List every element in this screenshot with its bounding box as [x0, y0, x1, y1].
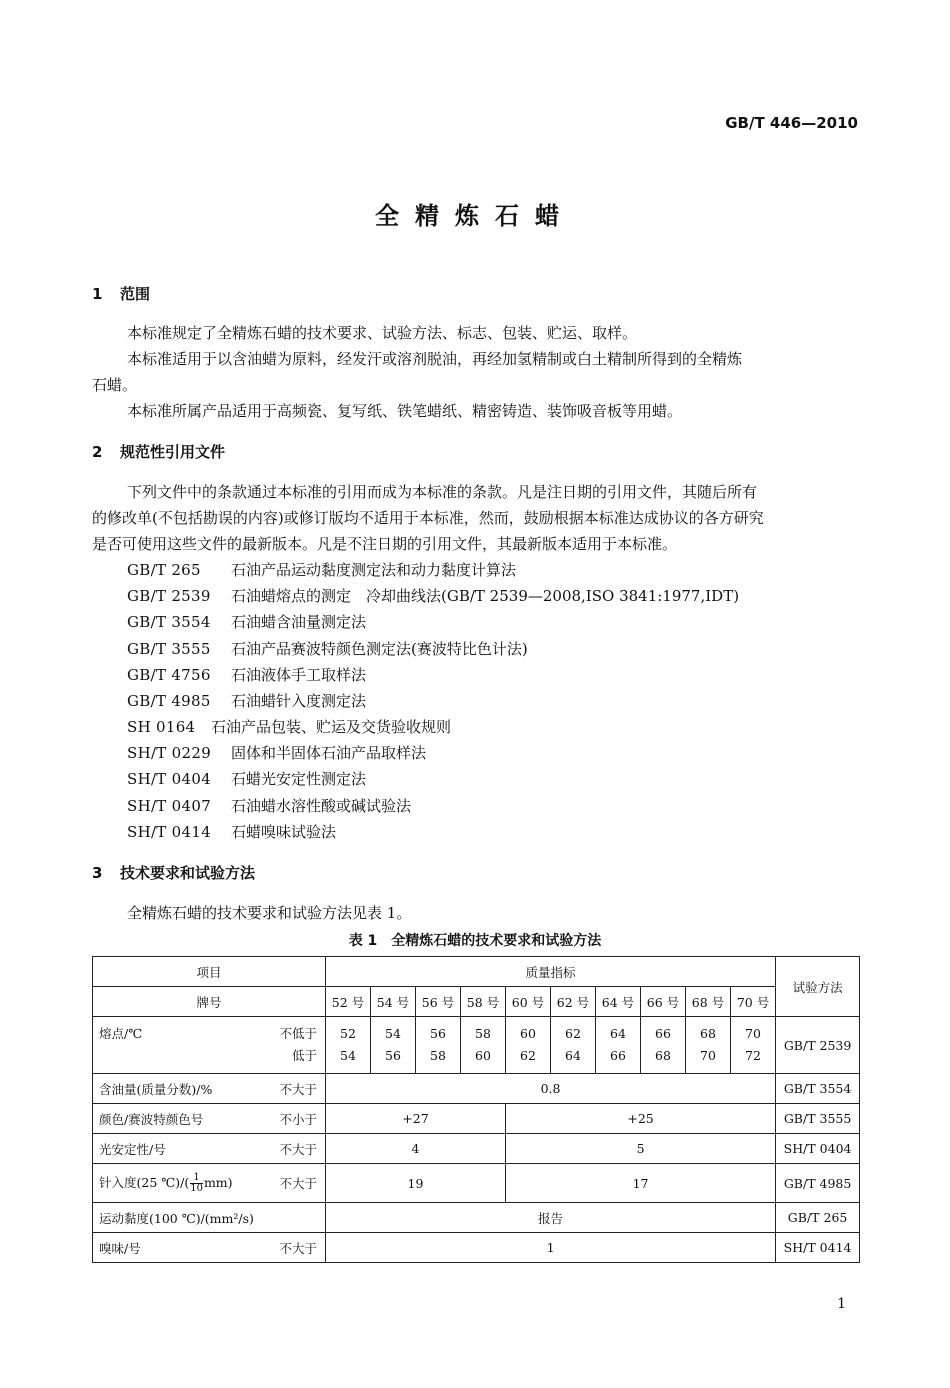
- section-title: 范围: [120, 285, 151, 303]
- grade-row: [93, 987, 860, 1017]
- value-high: 56: [385, 1048, 401, 1063]
- value-cell: [596, 1017, 641, 1074]
- qualifier: 不大于: [279, 1176, 317, 1191]
- section-number: 1: [92, 285, 103, 303]
- value-high: 54: [340, 1048, 356, 1063]
- melting-point-row: [93, 1017, 860, 1074]
- reference-item: [127, 716, 451, 737]
- reference-code: GB/T 3555: [127, 640, 211, 658]
- reference-title: 石蜡光安定性测定法: [231, 770, 367, 788]
- paragraph: 本标准适用于以含油蜡为原料，经发汗或溶剂脱油，再经加氢精制或白土精制所得到的全精炼: [127, 350, 743, 368]
- value-cell: [371, 1017, 416, 1074]
- value-cell: [686, 1017, 731, 1074]
- value-low: 62: [565, 1026, 581, 1041]
- reference-title: 石油蜡含油量测定法: [231, 613, 367, 631]
- value-cell: 4: [326, 1134, 506, 1164]
- row-label: [93, 1017, 326, 1074]
- section-1-heading: [92, 283, 150, 304]
- reference-title: 石油产品运动黏度测定法和动力黏度计算法: [231, 561, 517, 579]
- row-label: [93, 1233, 326, 1263]
- header-method: 试验方法: [776, 957, 860, 1017]
- grade-cell: 64 号: [596, 987, 641, 1017]
- reference-title: 石油产品赛波特颜色测定法(赛波特比色计法): [231, 640, 528, 658]
- label-part: 针入度(25 ℃)/(: [99, 1174, 190, 1190]
- reference-item: [127, 768, 366, 789]
- qualifier-low: 不低于: [279, 1026, 317, 1041]
- reference-item: [127, 742, 426, 763]
- reference-title: 石油蜡熔点的测定 冷却曲线法(GB/T 2539—2008,ISO 3841:1977,IDT): [231, 587, 740, 605]
- value-cell: [461, 1017, 506, 1074]
- value-high: 66: [610, 1048, 626, 1063]
- document-title: 全精炼石蜡: [375, 202, 575, 230]
- row-label: [93, 1074, 326, 1104]
- page-number: 1: [837, 1296, 846, 1312]
- label-text: 嗅味/号: [99, 1240, 141, 1256]
- value-cell: [731, 1017, 776, 1074]
- method-cell: GB/T 3555: [776, 1104, 860, 1134]
- fraction-numerator: 1: [193, 1171, 200, 1183]
- row-label: [93, 1134, 326, 1164]
- reference-item: [127, 690, 366, 711]
- reference-code: SH/T 0229: [127, 744, 212, 762]
- paragraph-continuation: 石蜡。: [92, 376, 138, 394]
- reference-item: [127, 585, 739, 606]
- value-low: 68: [700, 1026, 716, 1041]
- value-low: 64: [610, 1026, 626, 1041]
- value-cell: 0.8: [326, 1074, 776, 1104]
- value-low: 66: [655, 1026, 671, 1041]
- paragraph-continuation: 的修改单(不包括勘误的内容)或修订版均不适用于本标准，然而，鼓励根据本标准达成协议的各方研究: [92, 509, 764, 527]
- value-high: 58: [430, 1048, 446, 1063]
- value-cell: 5: [506, 1134, 776, 1164]
- paragraph-continuation: 是否可使用这些文件的最新版本。凡是不注日期的引用文件，其最新版本适用于本标准。: [92, 535, 678, 553]
- reference-item: [127, 795, 411, 816]
- qualifier: 不大于: [279, 1141, 317, 1157]
- oil-content-row: [93, 1074, 860, 1104]
- value-low: 52: [340, 1026, 356, 1041]
- reference-code: GB/T 265: [127, 561, 201, 579]
- method-cell: GB/T 265: [776, 1203, 860, 1233]
- grade-cell: 68 号: [686, 987, 731, 1017]
- section-number: 2: [92, 443, 103, 461]
- grade-cell: 66 号: [641, 987, 686, 1017]
- reference-code: GB/T 4985: [127, 692, 211, 710]
- value-high: 62: [520, 1048, 536, 1063]
- value-low: 58: [475, 1026, 491, 1041]
- grade-cell: 58 号: [461, 987, 506, 1017]
- grade-cell: 56 号: [416, 987, 461, 1017]
- reference-code: SH/T 0414: [127, 823, 212, 841]
- value-cell: 17: [506, 1164, 776, 1203]
- spec-table: [92, 956, 860, 1263]
- reference-title: 石蜡嗅味试验法: [231, 823, 337, 841]
- qualifier: 不大于: [279, 1240, 317, 1256]
- grade-cell: 52 号: [326, 987, 371, 1017]
- light-stability-row: [93, 1134, 860, 1164]
- color-row: [93, 1104, 860, 1134]
- method-cell: SH/T 0414: [776, 1233, 860, 1263]
- reference-code: GB/T 4756: [127, 666, 211, 684]
- method-cell: GB/T 3554: [776, 1074, 860, 1104]
- label-text: 颜色/赛波特颜色号: [99, 1111, 204, 1127]
- section-title: 规范性引用文件: [120, 443, 226, 461]
- method-cell: GB/T 4985: [776, 1164, 860, 1203]
- value-cell: 报告: [326, 1203, 776, 1233]
- grade-cell: 60 号: [506, 987, 551, 1017]
- paragraph: 全精炼石蜡的技术要求和试验方法见表 1。: [127, 904, 412, 922]
- value-low: 70: [745, 1026, 761, 1041]
- standard-code: GB/T 446—2010: [725, 114, 858, 132]
- reference-item: [127, 559, 516, 580]
- label-text: 含油量(质量分数)/%: [99, 1081, 213, 1097]
- value-high: 64: [565, 1048, 581, 1063]
- row-label: [93, 1104, 326, 1134]
- value-cell: [641, 1017, 686, 1074]
- reference-code: SH/T 0407: [127, 797, 212, 815]
- value-cell: 19: [326, 1164, 506, 1203]
- value-high: 70: [700, 1048, 716, 1063]
- value-cell: [326, 1017, 371, 1074]
- row-label: 运动黏度(100 ℃)/(mm²/s): [93, 1203, 326, 1233]
- header-grade: 牌号: [93, 987, 326, 1017]
- value-low: 60: [520, 1026, 536, 1041]
- label-text: 光安定性/号: [99, 1141, 166, 1157]
- section-title: 技术要求和试验方法: [120, 864, 256, 882]
- method-cell: SH/T 0404: [776, 1134, 860, 1164]
- fraction: [190, 1173, 203, 1194]
- value-cell: [416, 1017, 461, 1074]
- section-2-heading: [92, 441, 225, 462]
- reference-item: [127, 821, 336, 842]
- qualifier: 不小于: [279, 1111, 317, 1127]
- fraction-denominator: 10: [190, 1182, 203, 1194]
- reference-code: SH/T 0404: [127, 770, 212, 788]
- value-cell: [506, 1017, 551, 1074]
- viscosity-row: [93, 1203, 860, 1233]
- grade-cell: 62 号: [551, 987, 596, 1017]
- value-high: 60: [475, 1048, 491, 1063]
- penetration-row: [93, 1164, 860, 1203]
- reference-item: [127, 611, 366, 632]
- value-high: 68: [655, 1048, 671, 1063]
- odor-row: [93, 1233, 860, 1263]
- grade-cell: 70 号: [731, 987, 776, 1017]
- section-3-heading: [92, 862, 255, 883]
- reference-code: SH 0164: [127, 718, 196, 736]
- reference-title: 石油蜡水溶性酸或碱试验法: [231, 797, 412, 815]
- label-text: 熔点/℃: [99, 1026, 143, 1041]
- table-caption: 表 1 全精炼石蜡的技术要求和试验方法: [348, 933, 602, 949]
- reference-code: GB/T 3554: [127, 613, 211, 631]
- value-cell: +25: [506, 1104, 776, 1134]
- value-low: 54: [385, 1026, 401, 1041]
- qualifier: 不大于: [279, 1081, 317, 1097]
- method-cell: GB/T 2539: [776, 1017, 860, 1074]
- row-label: [93, 1164, 326, 1203]
- reference-title: 石油产品包装、贮运及交货验收规则: [211, 718, 452, 736]
- header-item: 项目: [93, 957, 326, 987]
- reference-title: 固体和半固体石油产品取样法: [231, 744, 427, 762]
- value-cell: [551, 1017, 596, 1074]
- reference-item: [127, 664, 366, 685]
- paragraph: 本标准所属产品适用于高频瓷、复写纸、铁笔蜡纸、精密铸造、装饰吸音板等用蜡。: [127, 402, 683, 420]
- header-quality: 质量指标: [326, 957, 776, 987]
- reference-item: [127, 638, 528, 659]
- value-cell: +27: [326, 1104, 506, 1134]
- value-cell: 1: [326, 1233, 776, 1263]
- value-low: 56: [430, 1026, 446, 1041]
- label-part: mm): [203, 1174, 233, 1190]
- value-high: 72: [745, 1048, 761, 1063]
- grade-cell: 54 号: [371, 987, 416, 1017]
- reference-code: GB/T 2539: [127, 587, 211, 605]
- paragraph: 下列文件中的条款通过本标准的引用而成为本标准的条款。凡是注日期的引用文件，其随后所有: [127, 483, 758, 501]
- table-header-row: [93, 957, 860, 987]
- reference-title: 石油蜡针入度测定法: [231, 692, 367, 710]
- paragraph: 本标准规定了全精炼石蜡的技术要求、试验方法、标志、包装、贮运、取样。: [127, 324, 638, 342]
- section-number: 3: [92, 864, 103, 882]
- label-text: [99, 1173, 233, 1194]
- reference-title: 石油液体手工取样法: [231, 666, 367, 684]
- qualifier-high: 低于: [291, 1048, 317, 1063]
